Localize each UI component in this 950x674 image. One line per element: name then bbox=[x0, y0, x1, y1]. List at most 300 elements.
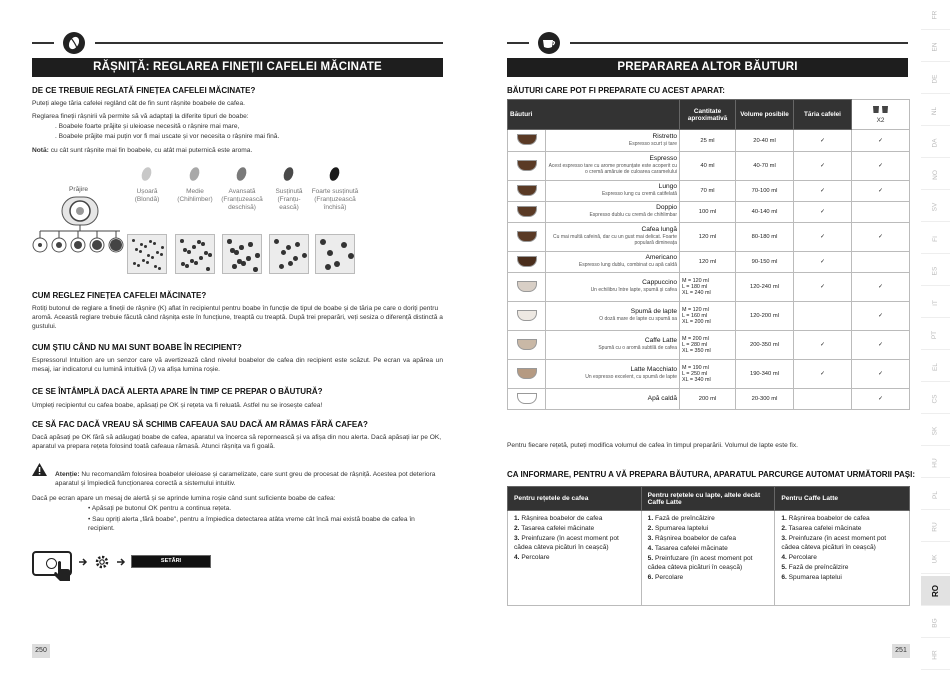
step-number: 5. bbox=[647, 554, 654, 562]
grind-particle bbox=[230, 248, 235, 253]
x2-label: X2 bbox=[876, 117, 885, 124]
settings-button[interactable]: SETĂRI bbox=[131, 555, 211, 568]
steps-column-header: Pentru rețetele cu lapte, altele decât Caffe Latte bbox=[641, 487, 775, 511]
drink-cup-icon bbox=[517, 206, 537, 217]
warning-label: Atenție: bbox=[55, 471, 80, 478]
drink-volume: 120-200 ml bbox=[736, 302, 794, 331]
grind-sample-illustration bbox=[269, 234, 309, 274]
drink-image-cell bbox=[508, 130, 546, 152]
grind-particle bbox=[154, 265, 157, 268]
drink-x2-check: ✓ bbox=[852, 389, 910, 410]
language-tab-label: EN bbox=[931, 42, 939, 52]
header-rule-long bbox=[95, 42, 443, 44]
language-tab[interactable] bbox=[921, 224, 950, 254]
step-number: 2. bbox=[647, 524, 654, 532]
drink-strength-check: ✓ bbox=[794, 360, 852, 389]
drink-description: Espresso lung dublu, combinat cu apă caldă bbox=[578, 262, 677, 268]
grind-particle bbox=[160, 253, 163, 256]
drink-image-cell bbox=[508, 389, 546, 410]
grind-particle bbox=[241, 261, 246, 266]
language-tab[interactable] bbox=[921, 384, 950, 414]
drink-cup-icon bbox=[517, 310, 537, 321]
grind-sample-illustration bbox=[315, 234, 355, 274]
language-tab-label: CS bbox=[931, 394, 939, 404]
drink-name: Spumă de lapte bbox=[630, 308, 677, 316]
drink-volume: 80-180 ml bbox=[736, 223, 794, 252]
language-tab-label: BG bbox=[931, 618, 939, 628]
roast-label: Ușoară (Blondă) bbox=[134, 188, 160, 203]
note-label: Notă: bbox=[32, 147, 49, 154]
roast-bean-icon bbox=[235, 166, 248, 182]
drink-volume: 40-140 ml bbox=[736, 202, 794, 223]
step-item bbox=[648, 545, 769, 554]
language-tab-label: HR bbox=[931, 650, 939, 660]
header-rule-short bbox=[507, 42, 529, 44]
drink-description: Espresso scurt și tare bbox=[628, 140, 677, 147]
drink-strength-check: ✓ bbox=[794, 273, 852, 302]
step-number: 2. bbox=[781, 524, 787, 532]
step-text: Preinfuzare (în acest moment pot cădea câteva picături în ceașcă) bbox=[781, 534, 887, 551]
roast-bean-icon bbox=[328, 166, 341, 182]
page-number: 251 bbox=[892, 644, 910, 658]
grind-particle bbox=[237, 259, 242, 264]
grind-particle bbox=[204, 251, 208, 255]
drink-strength-check: ✓ bbox=[794, 331, 852, 360]
grinder-label: Prăjire bbox=[69, 186, 89, 193]
drink-name-cell bbox=[546, 181, 680, 202]
drink-description: Un espresso excelent, cu spumă de lapte bbox=[585, 374, 677, 380]
finger-tap-icon bbox=[52, 560, 74, 582]
warning-text: Nu recomandăm folosirea boabelor uleioase și caramelizate, care sunt greu de procesat de râșniță. Acestea pot deteriora aparatul și împiedică funcționarea corectă a sistemului intuitiv. bbox=[55, 471, 436, 487]
language-tab-label: DE bbox=[931, 74, 939, 84]
language-tab[interactable] bbox=[921, 0, 950, 30]
grind-particle bbox=[180, 239, 184, 243]
roast-bean-icon bbox=[282, 166, 295, 182]
drink-volume: 70-100 ml bbox=[736, 181, 794, 202]
grind-particle bbox=[234, 250, 239, 255]
drink-row bbox=[508, 223, 910, 252]
section-heading: CUM REGLEZ FINEȚEA CAFELEI MĂCINATE? bbox=[32, 291, 207, 300]
grind-particle bbox=[206, 267, 210, 271]
step-text: Tasarea cafelei măcinate bbox=[654, 544, 728, 552]
grind-particle bbox=[140, 243, 143, 246]
step-item bbox=[648, 535, 769, 544]
drink-name: Doppio bbox=[656, 204, 677, 212]
roast-label: Avansată (Franțuzească deschisă) bbox=[221, 188, 263, 211]
drink-cup-icon bbox=[517, 281, 537, 292]
steps-column-header: Pentru Caffe Latte bbox=[775, 487, 910, 511]
grind-particle bbox=[151, 256, 154, 259]
step-item bbox=[514, 535, 635, 552]
grind-particle bbox=[320, 239, 326, 245]
drink-description: Spumă cu o aromă subtilă de cafea bbox=[598, 345, 677, 351]
language-tab[interactable] bbox=[921, 96, 950, 126]
drink-cup-icon bbox=[517, 256, 537, 267]
grind-particle bbox=[187, 250, 191, 254]
step-number: 2. bbox=[514, 524, 520, 532]
step-number: 3. bbox=[514, 534, 520, 542]
col-header-quantity: Cantitate aproximativă bbox=[680, 100, 736, 130]
drink-cup-icon bbox=[517, 368, 537, 379]
drink-volume: 200-350 ml bbox=[736, 331, 794, 360]
drink-strength-check: ✓ bbox=[794, 252, 852, 273]
language-tab-label: IT bbox=[931, 300, 939, 306]
drink-name: Ristretto bbox=[652, 132, 677, 140]
drink-image-cell bbox=[508, 223, 546, 252]
grind-particle bbox=[302, 253, 307, 258]
grind-particle bbox=[144, 245, 147, 248]
grind-particle bbox=[135, 248, 138, 251]
warning-icon bbox=[32, 463, 47, 476]
grind-particle bbox=[153, 242, 156, 245]
steps-column bbox=[641, 511, 775, 606]
language-tab[interactable] bbox=[921, 256, 950, 286]
steps-column bbox=[508, 511, 642, 606]
header-rule-long bbox=[570, 42, 908, 44]
bullet: . Boabele prăjite mai puțin vor fi mai uscate și vor necesita o râșnire mai fină. bbox=[55, 133, 280, 140]
drink-name: Caffe Latte bbox=[644, 337, 677, 345]
drink-name-cell bbox=[546, 130, 680, 152]
grind-particle bbox=[146, 261, 149, 264]
drink-quantity: M = 120 ml L = 160 ml XL = 200 ml bbox=[680, 302, 736, 331]
grind-particle bbox=[255, 253, 260, 258]
drink-cup-icon bbox=[517, 231, 537, 242]
grind-particle bbox=[197, 240, 201, 244]
drink-strength-check: ✓ bbox=[794, 130, 852, 152]
language-tab-label: RU bbox=[931, 522, 939, 532]
drink-name-cell bbox=[546, 389, 680, 410]
drink-name: Apă caldă bbox=[647, 394, 677, 402]
step-item bbox=[514, 515, 635, 524]
drink-cup-icon bbox=[517, 339, 537, 350]
drink-name-cell bbox=[546, 360, 680, 389]
step-text: Fază de preîncălzire bbox=[655, 515, 715, 522]
grind-particle bbox=[239, 245, 244, 250]
grind-particle bbox=[327, 250, 333, 256]
drink-x2-check: ✓ bbox=[852, 273, 910, 302]
drink-x2-check: ✓ bbox=[852, 331, 910, 360]
step-number: 1. bbox=[647, 515, 654, 522]
section-heading: CE SĂ FAC DACĂ VREAU SĂ SCHIMB CAFEAUA SAU DACĂ AM RĂMAS FĂRĂ CAFEA? bbox=[32, 420, 368, 429]
step-item bbox=[648, 574, 769, 583]
coffee-cup-icon bbox=[538, 32, 560, 54]
step-number: 3. bbox=[647, 534, 654, 542]
drink-quantity: 100 ml bbox=[680, 202, 736, 223]
drink-quantity: M = 120 ml L = 180 ml XL = 240 ml bbox=[680, 273, 736, 302]
step-text: Spumarea laptelui bbox=[655, 524, 709, 532]
grinder-dial-illustration bbox=[30, 195, 130, 263]
paragraph: Puteți alege tăria cafelei reglând cât de fin sunt râșnite boabele de cafea. bbox=[32, 100, 245, 107]
drink-volume: 120-240 ml bbox=[736, 273, 794, 302]
step-text: Preinfuzare (în acest moment pot cădea câteva picături în ceașcă) bbox=[647, 554, 753, 571]
drink-strength-check: ✓ bbox=[794, 202, 852, 223]
language-tab[interactable] bbox=[921, 192, 950, 222]
step-item bbox=[514, 554, 635, 563]
page-title: PREPARAREA ALTOR BĂUTURI bbox=[507, 58, 908, 77]
drink-quantity: 120 ml bbox=[680, 223, 736, 252]
step-text: Percolare bbox=[521, 553, 550, 561]
language-tab[interactable] bbox=[921, 320, 950, 350]
drink-name: Americano bbox=[645, 254, 677, 262]
drink-image-cell bbox=[508, 273, 546, 302]
drink-quantity: M = 200 ml L = 280 ml XL = 350 ml bbox=[680, 331, 736, 360]
language-tab[interactable] bbox=[921, 288, 950, 318]
language-tab[interactable] bbox=[921, 608, 950, 638]
roast-label: Foarte susținută (Franțuzească închisă) bbox=[311, 188, 359, 211]
drink-description: Cu mai multă cafeină, dar cu un gust mai delicat. Foarte populară dimineața bbox=[553, 233, 677, 247]
grind-sample-illustration bbox=[175, 234, 215, 274]
drink-strength-check bbox=[794, 389, 852, 410]
drink-name: Cafea lungă bbox=[641, 226, 677, 234]
grind-particle bbox=[181, 262, 185, 266]
grind-particle bbox=[147, 254, 150, 257]
steps-list bbox=[648, 515, 769, 582]
drink-strength-check: ✓ bbox=[794, 181, 852, 202]
grind-particle bbox=[246, 256, 251, 261]
drink-strength-check: ✓ bbox=[794, 223, 852, 252]
language-tab[interactable] bbox=[921, 576, 950, 606]
drink-image-cell bbox=[508, 252, 546, 273]
grind-sample-illustration bbox=[127, 234, 167, 274]
drink-row bbox=[508, 252, 910, 273]
drink-image-cell bbox=[508, 331, 546, 360]
drink-name-cell bbox=[546, 202, 680, 223]
drink-strength-check: ✓ bbox=[794, 152, 852, 181]
step-number: 5. bbox=[781, 563, 787, 571]
language-tab-label: EL bbox=[931, 363, 939, 371]
drink-x2-check: ✓ bbox=[852, 360, 910, 389]
step-number: 4. bbox=[514, 553, 520, 561]
double-cup-icon bbox=[871, 105, 891, 115]
paragraph: Dacă pe ecran apare un mesaj de alertă și se aprinde lumina roșie când sunt suficiente boabe de cafea: bbox=[32, 495, 336, 502]
language-tab-label: NO bbox=[931, 170, 939, 180]
drink-cup-icon bbox=[517, 185, 537, 196]
drink-name-cell bbox=[546, 252, 680, 273]
drink-quantity: 70 ml bbox=[680, 181, 736, 202]
language-tab[interactable] bbox=[921, 416, 950, 446]
steps-list bbox=[514, 515, 635, 562]
drink-x2-check: ✓ bbox=[852, 152, 910, 181]
language-tab-label: FR bbox=[931, 10, 939, 20]
step-text: Tasarea cafelei măcinate bbox=[521, 524, 595, 532]
language-tab[interactable] bbox=[921, 32, 950, 62]
col-header-drinks: Băuturi bbox=[508, 100, 680, 130]
roast-bean-icon bbox=[188, 166, 201, 182]
steps-column bbox=[775, 511, 910, 606]
grind-particle bbox=[142, 259, 145, 262]
drink-name: Cappuccino bbox=[642, 279, 677, 287]
drink-description: Espresso dublu cu cremă de chihlimbar bbox=[589, 212, 677, 218]
drink-name: Lungo bbox=[658, 183, 677, 191]
step-text: Spumarea laptelui bbox=[788, 573, 842, 581]
header-rule-short bbox=[32, 42, 54, 44]
drink-quantity: 120 ml bbox=[680, 252, 736, 273]
step-number: 6. bbox=[781, 573, 787, 581]
roast-label: Medie (Chihlimber) bbox=[177, 188, 213, 203]
section-heading: CA INFORMARE, PENTRU A VĂ PREPARA BĂUTURA, APARATUL PARCURGE AUTOMAT URMĂTORII PAȘI: bbox=[507, 470, 915, 479]
step-text: Percolare bbox=[655, 573, 684, 581]
step-number: 1. bbox=[514, 515, 520, 522]
language-tab[interactable] bbox=[921, 544, 950, 574]
drink-volume: 90-150 ml bbox=[736, 252, 794, 273]
drink-x2-check: ✓ bbox=[852, 181, 910, 202]
step-text: Fază de preîncălzire bbox=[788, 563, 849, 571]
arrow-right-icon bbox=[116, 557, 126, 567]
drink-row bbox=[508, 389, 910, 410]
step-number: 3. bbox=[781, 534, 787, 542]
step-item bbox=[781, 554, 903, 563]
grind-particle bbox=[194, 261, 198, 265]
language-tab-label: PL bbox=[931, 491, 939, 499]
drink-description: Acest espresso tare cu arome pronunțate este acoperit cu o cremă amăruie de culoarea caramelului bbox=[548, 162, 677, 176]
drink-row bbox=[508, 331, 910, 360]
grind-particle bbox=[279, 264, 284, 269]
drink-name-cell bbox=[546, 273, 680, 302]
step-item bbox=[781, 515, 903, 524]
drink-name-cell bbox=[546, 223, 680, 252]
drinks-table bbox=[507, 99, 910, 410]
drink-x2-check: ✓ bbox=[852, 130, 910, 152]
step-number: 4. bbox=[781, 553, 787, 561]
drink-row bbox=[508, 181, 910, 202]
grind-particle bbox=[132, 239, 135, 242]
grind-particle bbox=[137, 264, 140, 267]
drink-image-cell bbox=[508, 360, 546, 389]
step-text: Preinfuzare (în acest moment pot cădea câteva picături în ceașcă) bbox=[514, 534, 619, 551]
grind-particle bbox=[274, 239, 279, 244]
step-item bbox=[648, 525, 769, 534]
bullet: • Apăsați pe butonul OK pentru a continua rețeta. bbox=[88, 505, 232, 512]
language-tab-label: DA bbox=[931, 138, 939, 148]
step-text: Percolare bbox=[788, 553, 817, 561]
gear-icon bbox=[94, 554, 110, 570]
grind-particle bbox=[133, 262, 136, 265]
grind-particle bbox=[325, 264, 331, 270]
grind-particle bbox=[286, 245, 291, 250]
drink-description: Un echilibru între lapte, spumă și cafea bbox=[590, 287, 677, 293]
step-item bbox=[648, 515, 769, 524]
drink-name-cell bbox=[546, 302, 680, 331]
grind-particle bbox=[158, 267, 161, 270]
grind-particle bbox=[288, 261, 293, 266]
step-number: 6. bbox=[647, 573, 654, 581]
drink-row bbox=[508, 302, 910, 331]
step-text: Tasarea cafelei măcinate bbox=[788, 524, 862, 532]
drink-name: Latte Macchiato bbox=[630, 366, 677, 374]
drink-cup-icon bbox=[517, 134, 537, 145]
roast-bean-icon bbox=[140, 166, 153, 182]
grind-particle bbox=[281, 250, 286, 255]
language-tab-label: PT bbox=[931, 330, 939, 340]
paragraph: Dacă apăsați pe OK fără să adăugați boabe de cafea, aparatul va încerca să repornească și va afișa din nou alerta. Dacă apăsați iar pe OK, aparatul va prepara rețeta folosind toată cafeaua rămasă. Atunci râșnița va fi goală. bbox=[32, 434, 442, 450]
drink-x2-check: ✓ bbox=[852, 302, 910, 331]
language-tab-label: UK bbox=[931, 554, 939, 564]
drink-quantity: 25 ml bbox=[680, 130, 736, 152]
language-tab-label: NL bbox=[931, 106, 939, 116]
step-item bbox=[781, 574, 903, 583]
drink-image-cell bbox=[508, 152, 546, 181]
drink-row bbox=[508, 273, 910, 302]
drink-image-cell bbox=[508, 181, 546, 202]
drink-name-cell bbox=[546, 152, 680, 181]
grind-particle bbox=[139, 250, 142, 253]
language-tab[interactable] bbox=[921, 640, 950, 670]
drink-x2-check bbox=[852, 252, 910, 273]
section-heading: CUM ȘTIU CÂND NU MAI SUNT BOABE ÎN RECIPIENT? bbox=[32, 343, 242, 352]
language-tab-label: HU bbox=[931, 458, 939, 468]
grind-particle bbox=[183, 248, 187, 252]
paragraph: Rotiți butonul de reglare a fineții de râșnire (K) aflat în recipientul pentru boabe în funcție de tipul de boabe și de tăria pe care o doriți pentru aromă. Această reglare trebuie făcută când râșnița este în funcțiune, treaptă cu treaptă. După trei preparări, veți sesiza o diferență distinctă a gustului. bbox=[32, 305, 443, 330]
language-tab-label: FI bbox=[931, 236, 939, 242]
drink-x2-check: ✓ bbox=[852, 223, 910, 252]
drink-volume: 20-40 ml bbox=[736, 130, 794, 152]
grind-particle bbox=[161, 246, 164, 249]
language-tab[interactable] bbox=[921, 448, 950, 478]
language-tab-label: SV bbox=[931, 202, 939, 212]
grind-particle bbox=[348, 253, 354, 259]
step-text: Râșnirea boabelor de cafea bbox=[655, 534, 737, 542]
drink-image-cell bbox=[508, 202, 546, 223]
step-item bbox=[781, 564, 903, 573]
language-tab[interactable] bbox=[921, 480, 950, 510]
step-item bbox=[781, 535, 903, 552]
col-header-x2 bbox=[852, 100, 910, 130]
arrow-right-icon bbox=[78, 557, 88, 567]
drink-volume: 40-70 ml bbox=[736, 152, 794, 181]
language-tab-label: SK bbox=[931, 426, 939, 436]
language-tab-label: RO bbox=[930, 585, 940, 597]
grind-particle bbox=[190, 259, 194, 263]
language-tabs bbox=[921, 0, 950, 674]
language-tab[interactable] bbox=[921, 512, 950, 542]
drink-cup-icon bbox=[517, 393, 537, 404]
drink-image-cell bbox=[508, 302, 546, 331]
step-number: 1. bbox=[781, 515, 787, 522]
grind-particle bbox=[227, 239, 232, 244]
grind-particle bbox=[201, 242, 205, 246]
language-tab[interactable] bbox=[921, 352, 950, 382]
drink-row bbox=[508, 202, 910, 223]
step-number: 4. bbox=[647, 544, 654, 552]
step-item bbox=[648, 555, 769, 572]
drink-row bbox=[508, 130, 910, 152]
page-number: 250 bbox=[32, 644, 50, 658]
steps-column-header: Pentru rețetele de cafea bbox=[508, 487, 642, 511]
language-tab-label: ES bbox=[931, 266, 939, 276]
right-page bbox=[475, 0, 950, 674]
step-item bbox=[781, 525, 903, 534]
col-header-volumes: Volume posibile bbox=[736, 100, 794, 130]
grind-sample-illustration bbox=[222, 234, 262, 274]
paragraph: Umpleți recipientul cu cafea boabe, apăsați pe OK și rețeta va fi reluată. Astfel nu se irosește cafea! bbox=[32, 402, 323, 409]
step-item bbox=[514, 525, 635, 534]
grind-particle bbox=[295, 242, 300, 247]
grind-particle bbox=[232, 264, 237, 269]
drink-quantity: 40 ml bbox=[680, 152, 736, 181]
drink-volume: 190-340 ml bbox=[736, 360, 794, 389]
drink-cup-icon bbox=[517, 160, 537, 171]
language-tab[interactable] bbox=[921, 128, 950, 158]
grind-particle bbox=[185, 264, 189, 268]
section-heading: DE CE TREBUIE REGLATĂ FINEȚEA CAFELEI MĂCINATE? bbox=[32, 86, 256, 95]
language-tab[interactable] bbox=[921, 64, 950, 94]
bullet: • Sau opriți alerta „fără boabe", pentru a împiedica detectarea atâta vreme cât încă mai există boabe de cafea în recipient. bbox=[88, 516, 415, 532]
drink-quantity: 200 ml bbox=[680, 389, 736, 410]
grind-particle bbox=[192, 245, 196, 249]
language-tab[interactable] bbox=[921, 160, 950, 190]
grind-particle bbox=[334, 261, 340, 267]
grind-particle bbox=[199, 256, 203, 260]
